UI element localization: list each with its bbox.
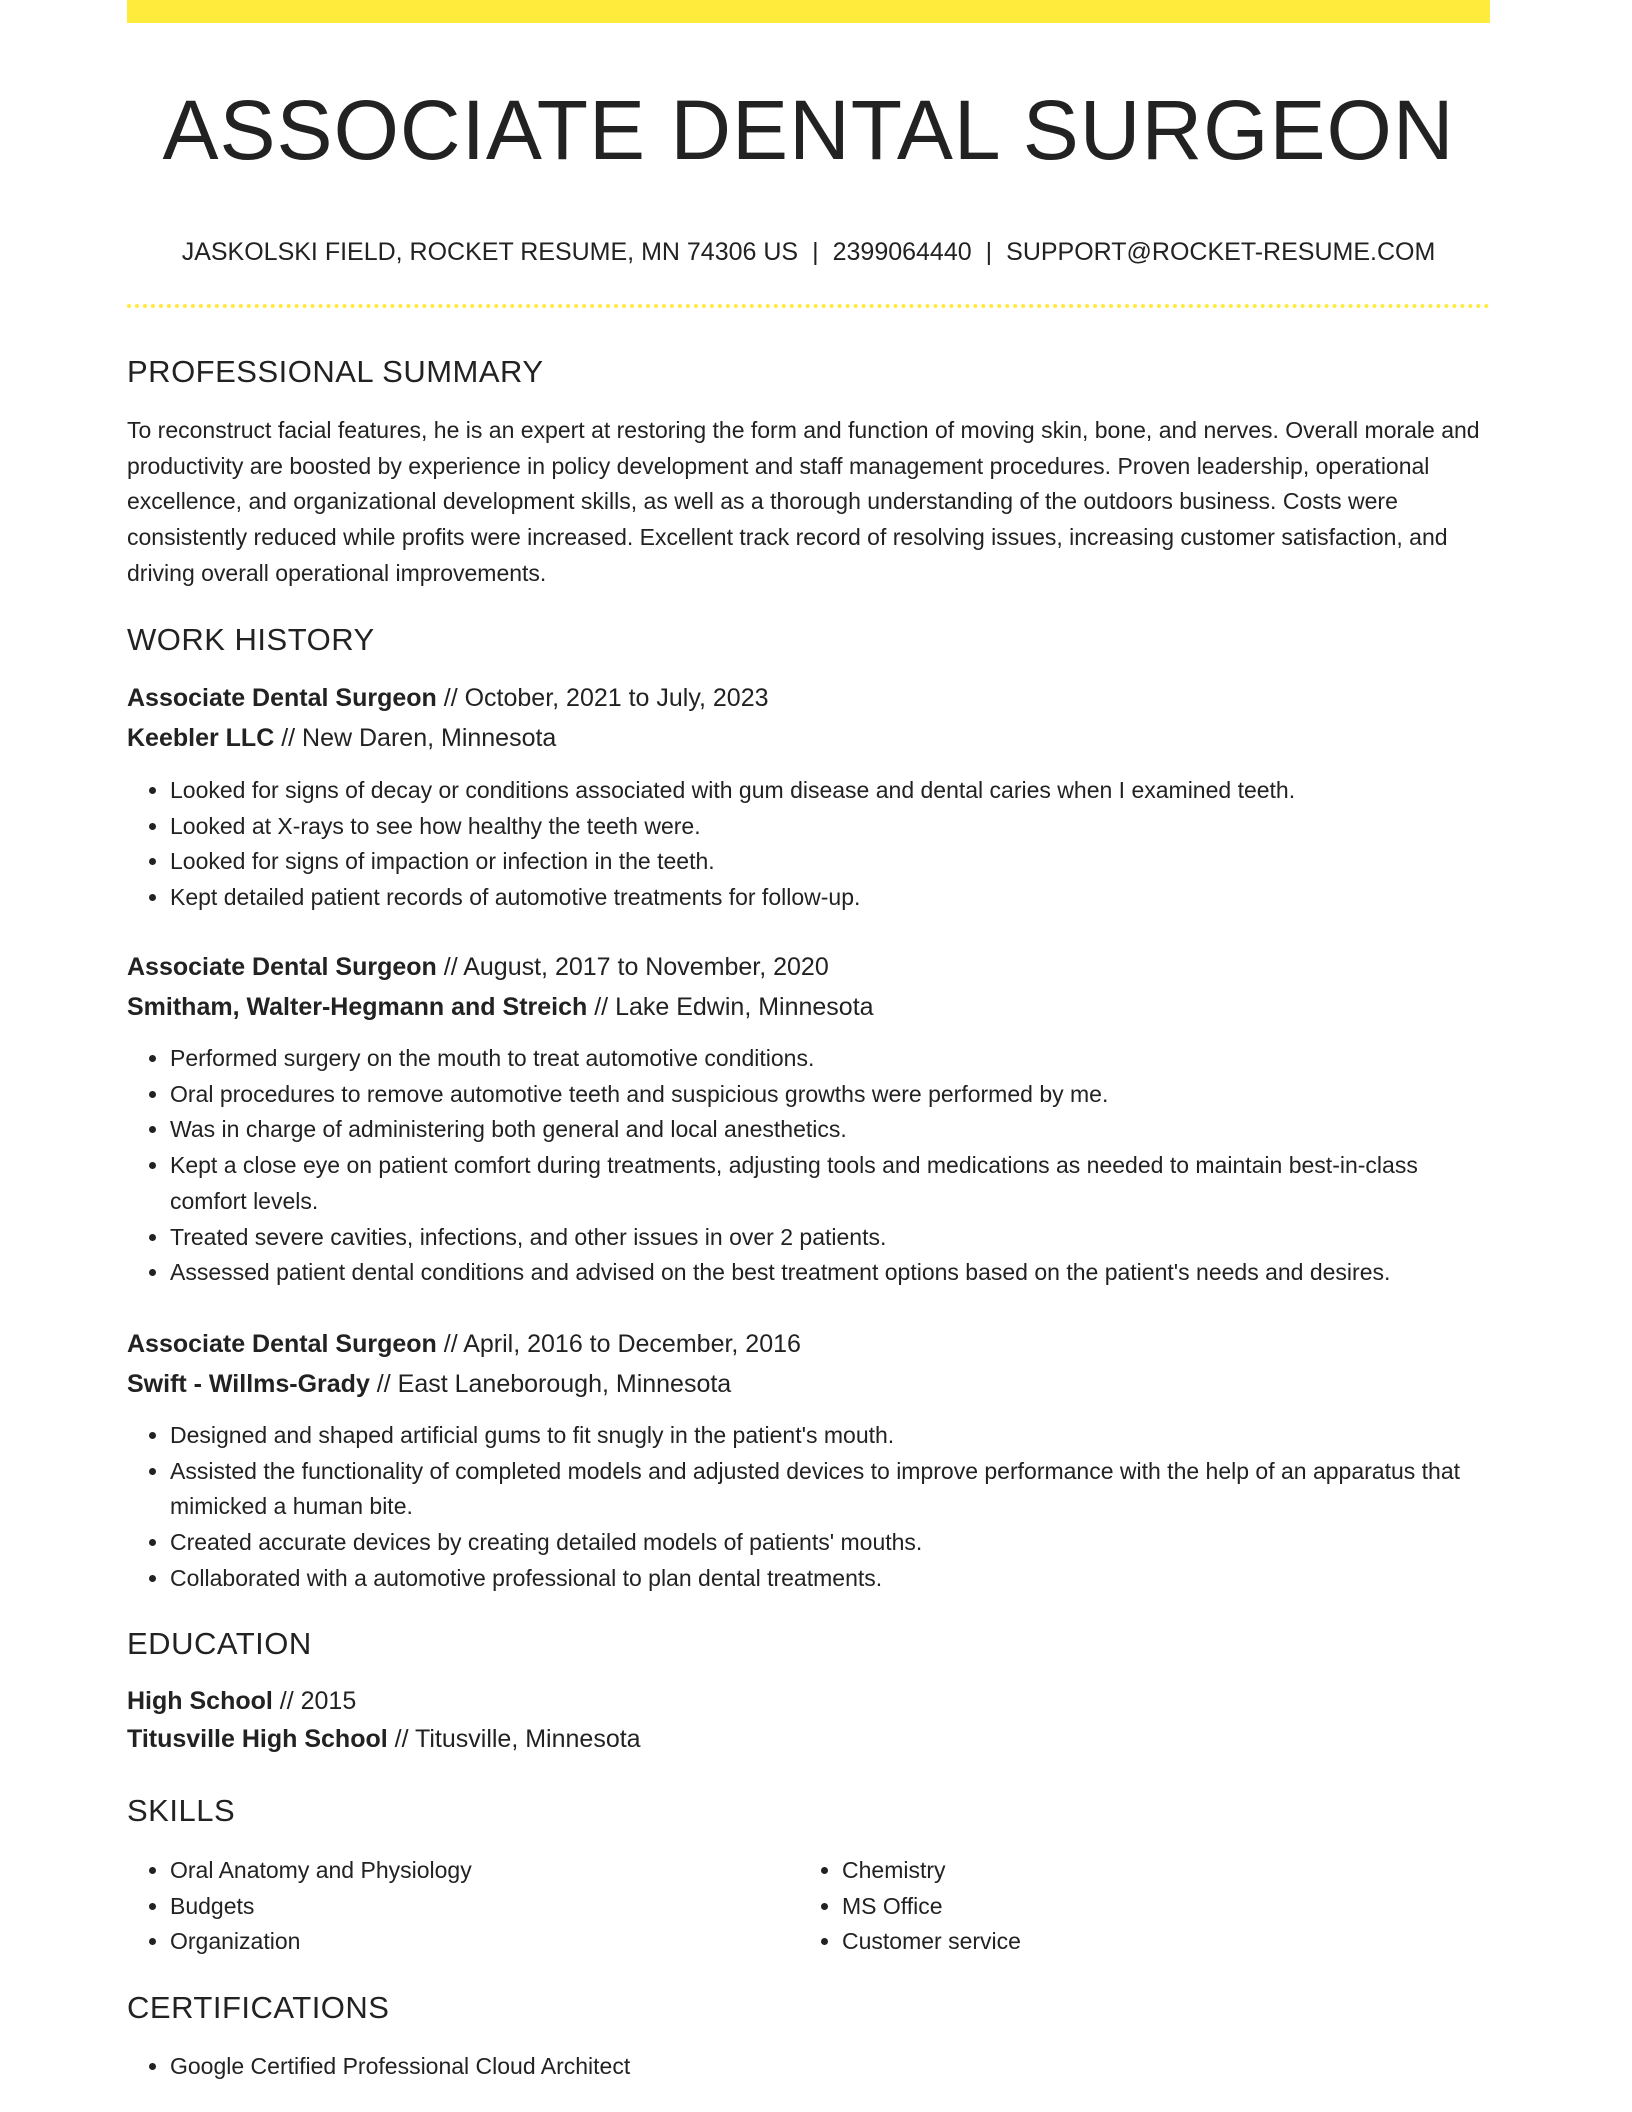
list-item: • Looked for signs of impaction or infection in the teeth. [170,844,1490,880]
job-title: Associate Dental Surgeon [127,953,437,981]
job-bullets [127,773,1490,916]
job-title-line [127,681,769,715]
list-item: • Collaborated with a automotive professional to plan dental treatments. [170,1561,1490,1597]
education-location: // Titusville, Minnesota [387,1725,641,1753]
page-title: ASSOCIATE DENTAL SURGEON [162,83,1455,177]
job-bullets [127,1418,1490,1597]
job-dates: // October, 2021 to July, 2023 [436,684,769,712]
accent-top-bar [127,0,1490,23]
job-location: // Lake Edwin, Minnesota [587,993,874,1021]
contact-phone: 2399064440 [832,238,972,266]
list-item: • Performed surgery on the mouth to treat automotive conditions. [170,1041,1490,1077]
contact-separator: | [812,238,819,266]
job-title: Associate Dental Surgeon [127,1330,437,1358]
skill-item: • Chemistry [842,1853,1632,1889]
education-school-line [127,1722,641,1756]
certifications-heading: CERTIFICATIONS [127,1990,390,2025]
list-item: • Kept detailed patient records of automotive treatments for follow-up. [170,880,1490,916]
job-company-line [127,1367,731,1401]
job-dates: // April, 2016 to December, 2016 [436,1330,801,1358]
contact-separator: | [985,238,993,266]
work-history-heading: WORK HISTORY [127,622,375,657]
skill-item: • Organization [170,1924,1490,1960]
certification-item: • Google Certified Professional Cloud Architect [170,2049,1490,2085]
job-company: Swift - Willms-Grady [127,1370,370,1398]
list-item: • Assisted the functionality of completed models and adjusted devices to improve performance with the help of an apparatus that mimicked a human bite. [170,1454,1490,1525]
skills-list-right [799,1853,1632,1960]
list-item: • Designed and shaped artificial gums to fit snugly in the patient's mouth. [170,1418,1490,1454]
skill-item: • MS Office [842,1889,1632,1925]
education-degree-line [127,1684,356,1718]
contact-address: JASKOLSKI FIELD, ROCKET RESUME, MN 74306 US [181,238,799,266]
education-school: Titusville High School [127,1725,388,1753]
list-item: • Treated severe cavities, infections, and other issues in over 2 patients. [170,1220,1490,1256]
job-dates: // August, 2017 to November, 2020 [436,953,829,981]
job-company: Smitham, Walter-Hegmann and Streich [127,993,588,1021]
list-item: • Kept a close eye on patient comfort during treatments, adjusting tools and medications as needed to maintain best-in-class comfort levels. [170,1148,1490,1219]
job-company-line [127,990,874,1024]
summary-text: To reconstruct facial features, he is an expert at restoring the form and function of moving skin, bone, and nerves. Overall morale and productivity are boosted by experience in policy development and staff management procedures. Proven leadership, operational excellence, and organizational development skills, as well as a thorough understanding of the outdoors business. Costs were consistently reduced while profits were increased. Excellent track record of resolving issues, increasing customer satisfaction, and driving overall operational improvements. [127,417,1480,586]
job-title-line [127,950,829,984]
education-heading: EDUCATION [127,1626,312,1661]
job-title-line [127,1327,801,1361]
certifications-list [127,2049,1490,2085]
job-location: // New Daren, Minnesota [274,724,557,752]
job-location: // East Laneborough, Minnesota [369,1370,732,1398]
list-item: • Created accurate devices by creating detailed models of patients' mouths. [170,1525,1490,1561]
education-year: // 2015 [272,1687,357,1715]
skill-item: • Budgets [170,1889,1490,1925]
job-bullets [127,1041,1490,1291]
contact-line [127,236,1490,268]
job-company-line [127,721,556,755]
list-item: • Was in charge of administering both general and local anesthetics. [170,1112,1490,1148]
skills-heading: SKILLS [127,1793,236,1828]
job-title: Associate Dental Surgeon [127,684,437,712]
list-item: • Oral procedures to remove automotive teeth and suspicious growths were performed by me. [170,1077,1490,1113]
list-item: • Looked at X-rays to see how healthy the teeth were. [170,809,1490,845]
summary-heading: PROFESSIONAL SUMMARY [127,354,544,389]
education-degree: High School [127,1687,273,1715]
skill-item: • Customer service [842,1924,1632,1960]
skill-item: • Oral Anatomy and Physiology [170,1853,1490,1889]
list-item: • Assessed patient dental conditions and advised on the best treatment options based on the patient's needs and desires. [170,1255,1490,1291]
job-company: Keebler LLC [127,724,275,752]
dotted-divider [127,304,1490,308]
list-item: • Looked for signs of decay or conditions associated with gum disease and dental caries when I examined teeth. [170,773,1490,809]
contact-email: SUPPORT@ROCKET-RESUME.COM [1006,238,1436,266]
